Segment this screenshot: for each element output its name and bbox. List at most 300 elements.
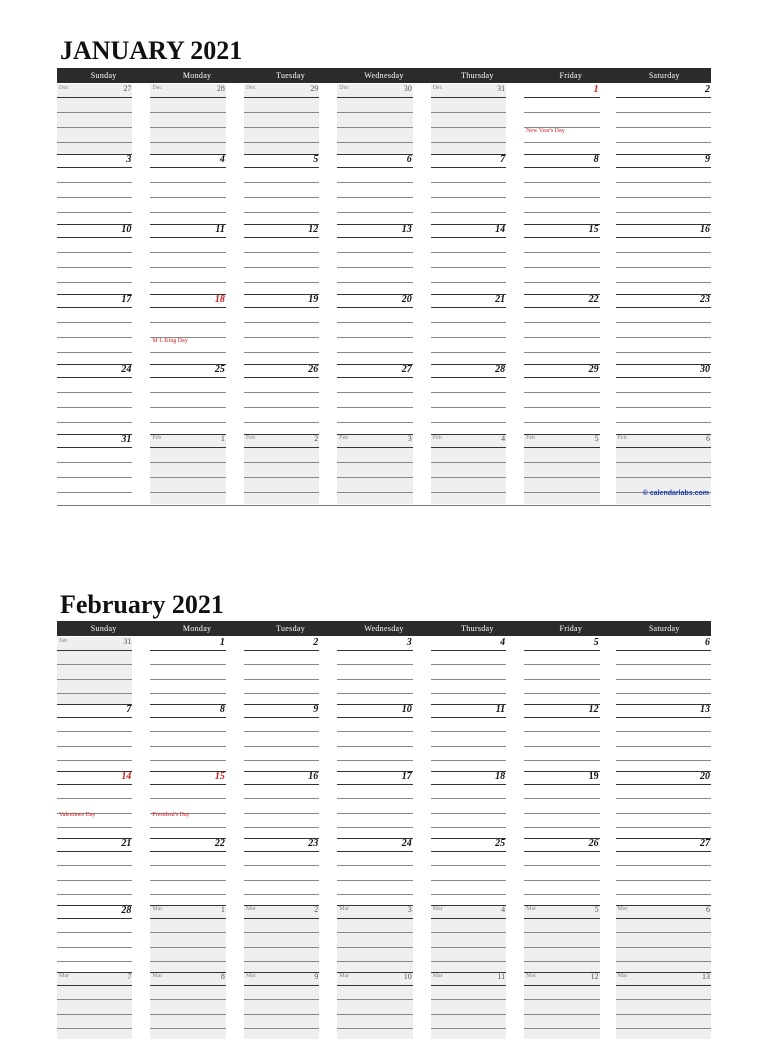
day-number: 12 <box>588 704 599 715</box>
day-cell[interactable] <box>431 905 506 972</box>
day-number: 27 <box>401 364 412 375</box>
note-line <box>431 97 506 98</box>
day-number: 12 <box>590 972 599 981</box>
note-line <box>524 731 599 732</box>
week-divider <box>244 154 319 155</box>
day-number: 30 <box>700 364 710 375</box>
day-cell[interactable] <box>244 771 319 838</box>
note-line <box>244 650 319 651</box>
weekday-tuesday: Tuesday <box>276 71 306 80</box>
note-line <box>524 784 599 785</box>
note-line <box>57 407 132 408</box>
day-cell[interactable] <box>244 154 319 224</box>
day-cell[interactable] <box>616 84 711 154</box>
day-cell[interactable] <box>337 637 412 704</box>
day-cell[interactable] <box>616 637 711 704</box>
day-cell[interactable] <box>616 704 711 771</box>
day-cell[interactable] <box>57 637 132 704</box>
note-line <box>150 865 225 866</box>
month-grid <box>57 84 711 504</box>
note-line <box>431 650 506 651</box>
week-divider <box>616 838 711 839</box>
day-cell[interactable] <box>150 704 225 771</box>
note-line <box>244 127 319 128</box>
note-line <box>524 1014 599 1015</box>
day-cell[interactable] <box>524 972 599 1039</box>
day-number: 1 <box>219 637 225 648</box>
day-cell[interactable] <box>337 84 412 154</box>
day-cell[interactable] <box>431 294 506 364</box>
adjacent-month-label: Feb <box>617 435 627 441</box>
note-line <box>244 422 319 423</box>
day-cell[interactable] <box>524 294 599 364</box>
note-line <box>616 746 711 747</box>
note-line <box>337 693 412 694</box>
note-line <box>57 377 132 378</box>
note-line <box>524 693 599 694</box>
day-cell[interactable] <box>337 704 412 771</box>
week-divider <box>57 637 132 638</box>
note-line <box>337 322 412 323</box>
note-line <box>616 462 711 463</box>
note-line <box>616 267 711 268</box>
week-divider <box>244 637 319 638</box>
day-number: 5 <box>593 637 599 648</box>
day-number: 31 <box>121 434 132 445</box>
note-line <box>524 267 599 268</box>
note-line <box>337 1028 412 1029</box>
day-cell[interactable] <box>57 972 132 1039</box>
day-cell[interactable] <box>57 84 132 154</box>
note-line <box>244 760 319 761</box>
adjacent-month-label: Mar <box>339 973 350 979</box>
day-cell[interactable] <box>337 771 412 838</box>
adjacent-month-label: Feb <box>432 435 442 441</box>
day-cell[interactable] <box>57 838 132 905</box>
day-cell[interactable] <box>431 84 506 154</box>
note-line <box>244 322 319 323</box>
note-line <box>337 337 412 338</box>
day-cell[interactable] <box>244 838 319 905</box>
note-line <box>337 377 412 378</box>
day-cell[interactable] <box>337 294 412 364</box>
day-cell[interactable] <box>244 294 319 364</box>
week-divider <box>616 154 711 155</box>
adjacent-month-label: Dec <box>245 85 256 91</box>
day-cell[interactable] <box>150 84 225 154</box>
day-cell[interactable] <box>431 771 506 838</box>
day-cell[interactable] <box>524 434 599 504</box>
note-line <box>616 664 711 665</box>
day-cell[interactable] <box>431 224 506 294</box>
note-line <box>616 377 711 378</box>
note-line <box>244 492 319 493</box>
note-line <box>57 650 132 651</box>
note-line <box>337 282 412 283</box>
note-line <box>244 352 319 353</box>
day-cell[interactable] <box>337 838 412 905</box>
note-line <box>244 167 319 168</box>
note-line <box>150 392 225 393</box>
day-cell[interactable] <box>57 905 132 972</box>
note-line <box>337 865 412 866</box>
note-line <box>524 880 599 881</box>
day-number: 7 <box>500 154 506 165</box>
note-line <box>431 932 506 933</box>
holiday-label: President's Day <box>152 812 190 818</box>
note-line <box>431 784 506 785</box>
day-cell[interactable] <box>431 364 506 434</box>
note-line <box>244 182 319 183</box>
day-number: 11 <box>497 972 506 981</box>
note-line <box>244 447 319 448</box>
note-line <box>244 307 319 308</box>
day-cell[interactable] <box>150 637 225 704</box>
day-cell[interactable] <box>616 838 711 905</box>
day-cell[interactable] <box>337 434 412 504</box>
day-cell[interactable] <box>616 154 711 224</box>
day-cell[interactable] <box>524 771 599 838</box>
note-line <box>616 322 711 323</box>
day-number: 13 <box>401 224 412 235</box>
note-line <box>524 112 599 113</box>
note-line <box>244 731 319 732</box>
day-cell[interactable] <box>244 364 319 434</box>
day-cell[interactable] <box>431 637 506 704</box>
day-number: 28 <box>216 84 225 93</box>
day-cell[interactable] <box>616 771 711 838</box>
note-line <box>616 337 711 338</box>
note-line <box>150 918 225 919</box>
day-cell[interactable] <box>524 704 599 771</box>
day-number: 18 <box>214 294 225 305</box>
note-line <box>57 999 132 1000</box>
note-line <box>57 477 132 478</box>
note-line <box>431 252 506 253</box>
day-number: 3 <box>407 905 412 914</box>
note-line <box>57 798 132 799</box>
note-line <box>337 827 412 828</box>
note-line <box>57 237 132 238</box>
day-cell[interactable] <box>244 224 319 294</box>
day-cell[interactable] <box>616 224 711 294</box>
holiday-label: M L King Day <box>152 338 188 344</box>
weekday-friday: Friday <box>559 624 583 633</box>
adjacent-month-label: Dec <box>152 85 163 91</box>
note-line <box>616 167 711 168</box>
note-line <box>431 112 506 113</box>
note-line <box>150 880 225 881</box>
note-line <box>337 894 412 895</box>
day-cell[interactable] <box>244 905 319 972</box>
note-line <box>431 999 506 1000</box>
adjacent-month-label: Mar <box>59 973 69 979</box>
week-divider <box>616 294 711 295</box>
note-line <box>150 407 225 408</box>
note-line <box>57 880 132 881</box>
note-line <box>337 142 412 143</box>
adjacent-month-label: Mar <box>245 973 256 979</box>
note-line <box>524 237 599 238</box>
month-title: February 2021 <box>60 590 224 619</box>
day-cell[interactable] <box>524 84 599 154</box>
day-cell[interactable] <box>524 154 599 224</box>
note-line <box>244 999 319 1000</box>
note-line <box>431 679 506 680</box>
note-line <box>150 197 225 198</box>
note-line <box>244 827 319 828</box>
note-line <box>244 197 319 198</box>
note-line <box>150 252 225 253</box>
week-divider <box>57 154 132 155</box>
day-cell[interactable] <box>150 224 225 294</box>
note-line <box>616 237 711 238</box>
note-line <box>616 447 711 448</box>
note-line <box>431 322 506 323</box>
day-cell[interactable] <box>337 364 412 434</box>
week-divider <box>616 905 711 906</box>
day-cell[interactable] <box>337 154 412 224</box>
day-cell[interactable] <box>150 838 225 905</box>
note-line <box>57 664 132 665</box>
note-line <box>150 112 225 113</box>
note-line <box>150 679 225 680</box>
note-line <box>337 932 412 933</box>
note-line <box>431 985 506 986</box>
note-line <box>431 865 506 866</box>
note-line <box>57 693 132 694</box>
note-line <box>431 212 506 213</box>
day-cell[interactable] <box>616 364 711 434</box>
adjacent-month-label: Mar <box>526 906 537 912</box>
note-line <box>524 717 599 718</box>
note-line <box>57 447 132 448</box>
day-number: 5 <box>594 434 599 443</box>
day-cell[interactable] <box>616 905 711 972</box>
note-line <box>524 352 599 353</box>
note-line <box>524 664 599 665</box>
note-line <box>150 650 225 651</box>
day-cell[interactable] <box>431 154 506 224</box>
day-cell[interactable] <box>150 972 225 1039</box>
day-cell[interactable] <box>337 224 412 294</box>
note-line <box>337 447 412 448</box>
note-line <box>337 492 412 493</box>
day-number: 24 <box>401 838 412 849</box>
note-line <box>431 377 506 378</box>
note-line <box>524 142 599 143</box>
note-line <box>616 798 711 799</box>
note-line <box>150 307 225 308</box>
day-cell[interactable] <box>57 224 132 294</box>
day-cell[interactable] <box>337 972 412 1039</box>
note-line <box>244 880 319 881</box>
note-line <box>337 760 412 761</box>
note-line <box>337 352 412 353</box>
day-cell[interactable] <box>524 224 599 294</box>
note-line <box>524 407 599 408</box>
week-divider <box>244 434 319 435</box>
note-line <box>524 1028 599 1029</box>
weekday-saturday: Saturday <box>648 624 680 633</box>
note-line <box>524 252 599 253</box>
day-cell[interactable] <box>431 704 506 771</box>
day-number: 22 <box>214 838 225 849</box>
note-line <box>57 252 132 253</box>
note-line <box>244 237 319 238</box>
note-line <box>337 182 412 183</box>
note-line <box>524 477 599 478</box>
day-cell[interactable] <box>244 704 319 771</box>
note-line <box>337 237 412 238</box>
note-line <box>337 731 412 732</box>
week-divider <box>524 154 599 155</box>
day-cell[interactable] <box>150 434 225 504</box>
day-number: 30 <box>403 84 412 93</box>
note-line <box>431 142 506 143</box>
note-line <box>244 851 319 852</box>
note-line <box>150 477 225 478</box>
note-line <box>57 142 132 143</box>
note-line <box>244 337 319 338</box>
note-line <box>431 182 506 183</box>
note-line <box>616 477 711 478</box>
note-line <box>150 282 225 283</box>
day-cell[interactable] <box>244 972 319 1039</box>
week-divider <box>337 637 412 638</box>
note-line <box>337 947 412 948</box>
note-line <box>616 851 711 852</box>
note-line <box>524 760 599 761</box>
day-cell[interactable] <box>616 972 711 1039</box>
day-cell[interactable] <box>57 154 132 224</box>
day-number: 23 <box>308 838 319 849</box>
day-number: 4 <box>500 637 506 648</box>
day-number: 8 <box>593 154 599 165</box>
day-number: 2 <box>314 434 319 443</box>
note-line <box>337 746 412 747</box>
adjacent-month-label: Jan <box>59 638 67 644</box>
day-number: 7 <box>127 972 132 981</box>
note-line <box>524 167 599 168</box>
day-number: 24 <box>121 364 132 375</box>
note-line <box>431 760 506 761</box>
day-cell[interactable] <box>150 294 225 364</box>
note-line <box>57 97 132 98</box>
day-cell[interactable] <box>57 704 132 771</box>
day-cell[interactable] <box>616 434 711 504</box>
note-line <box>431 127 506 128</box>
day-cell[interactable] <box>150 905 225 972</box>
day-cell[interactable] <box>57 771 132 838</box>
note-line <box>337 422 412 423</box>
credit-link[interactable]: © calendarlabs.com <box>642 490 709 497</box>
adjacent-month-label: Feb <box>152 435 162 441</box>
day-cell[interactable] <box>150 771 225 838</box>
note-line <box>244 112 319 113</box>
note-line <box>337 961 412 962</box>
day-number: 22 <box>588 294 599 305</box>
note-line <box>57 947 132 948</box>
week-divider <box>150 704 225 705</box>
note-line <box>431 1028 506 1029</box>
weekday-wednesday: Wednesday <box>364 71 404 80</box>
day-cell[interactable] <box>57 294 132 364</box>
day-cell[interactable] <box>57 434 132 504</box>
day-number: 11 <box>495 704 506 715</box>
note-line <box>337 664 412 665</box>
note-line <box>337 679 412 680</box>
note-line <box>244 392 319 393</box>
day-cell[interactable] <box>524 364 599 434</box>
note-line <box>524 422 599 423</box>
note-line <box>57 307 132 308</box>
note-line <box>524 961 599 962</box>
day-cell[interactable] <box>616 294 711 364</box>
day-number: 11 <box>215 224 225 235</box>
note-line <box>244 961 319 962</box>
week-divider <box>337 434 412 435</box>
note-line <box>57 212 132 213</box>
note-line <box>244 985 319 986</box>
day-cell[interactable] <box>150 154 225 224</box>
day-number: 20 <box>700 771 710 782</box>
note-line <box>244 1014 319 1015</box>
note-line <box>616 999 711 1000</box>
note-line <box>57 851 132 852</box>
note-line <box>244 746 319 747</box>
day-cell[interactable] <box>244 84 319 154</box>
day-cell[interactable] <box>524 637 599 704</box>
note-line <box>616 985 711 986</box>
day-number: 1 <box>220 905 225 914</box>
note-line <box>337 477 412 478</box>
day-cell[interactable] <box>524 905 599 972</box>
day-number: 23 <box>700 294 710 305</box>
day-cell[interactable] <box>150 364 225 434</box>
day-cell[interactable] <box>524 838 599 905</box>
note-line <box>244 798 319 799</box>
day-cell[interactable] <box>337 905 412 972</box>
note-line <box>57 197 132 198</box>
day-cell[interactable] <box>431 838 506 905</box>
week-divider <box>431 434 506 435</box>
note-line <box>524 746 599 747</box>
note-line <box>524 182 599 183</box>
day-number: 4 <box>501 905 506 914</box>
day-cell[interactable] <box>57 364 132 434</box>
note-line <box>57 961 132 962</box>
day-number: 9 <box>313 704 319 715</box>
day-number: 14 <box>495 224 506 235</box>
day-number: 7 <box>126 704 132 715</box>
day-cell[interactable] <box>244 637 319 704</box>
day-cell[interactable] <box>431 434 506 504</box>
note-line <box>431 880 506 881</box>
note-line <box>431 664 506 665</box>
note-line <box>57 717 132 718</box>
note-line <box>524 999 599 1000</box>
day-cell[interactable] <box>431 972 506 1039</box>
week-divider <box>150 154 225 155</box>
week-divider <box>616 771 711 772</box>
note-line <box>337 813 412 814</box>
note-line <box>57 492 132 493</box>
day-cell[interactable] <box>244 434 319 504</box>
adjacent-month-label: Feb <box>245 435 255 441</box>
note-line <box>57 337 132 338</box>
note-line <box>524 197 599 198</box>
